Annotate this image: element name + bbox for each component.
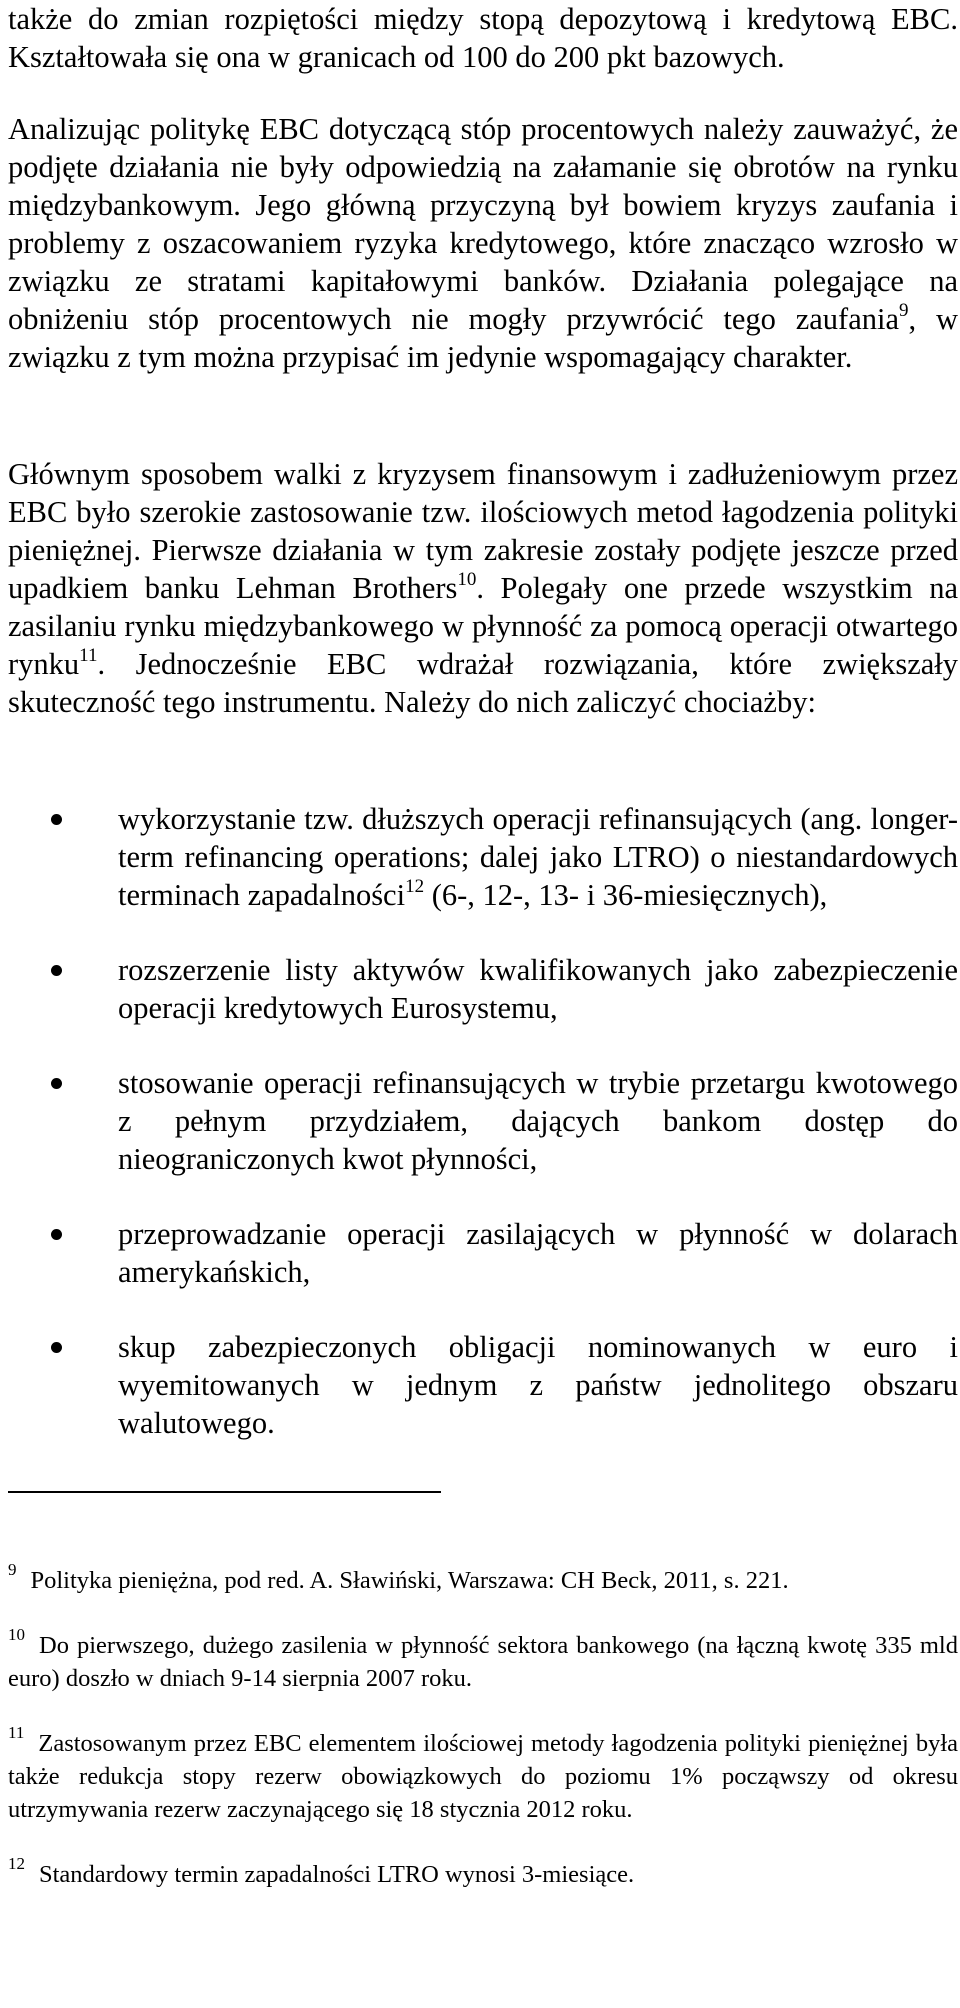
footnote-9: [8, 1559, 958, 1597]
list-item: [8, 1215, 958, 1291]
paragraph-text: . Jednocześnie EBC wdrażał rozwiązania, które zwiększały skuteczność tego instrumentu. Należy do nich zaliczyć chociażby:: [8, 647, 958, 719]
footnote-text: Zastosowanym przez EBC elementem ilościowej metody łagodzenia polityki pieniężnej była także redukcja stopy rezerw obowiązkowych do poziomu 1% począwszy od okresu utrzymywania rezerw zaczynającego się 18 stycznia 2012 roku.: [8, 1730, 958, 1823]
paragraph-text: Głównym sposobem walki z kryzysem finansowym i zadłużeniowym przez EBC było szerokie zastosowanie tzw. ilościowych metod łagodzenia polityki pieniężnej. Pierwsze działania w tym zakresie zostały podjęte jeszcze przed upadkiem banku Lehman Brothers: [8, 457, 958, 605]
list-item-text: skup zabezpieczonych obligacji nominowanych w euro i wyemitowanych w jednym z państw jednolitego obszaru walutowego.: [118, 1330, 958, 1440]
list-item-text: stosowanie operacji refinansujących w trybie przetargu kwotowego z pełnym przydziałem, dających bankom dostęp do nieograniczonych kwot płynności,: [118, 1066, 958, 1176]
bullet-icon: [51, 814, 62, 825]
footnote-number: 10: [8, 1624, 25, 1644]
list-item: [8, 800, 958, 914]
footnote-number: 9: [8, 1559, 17, 1579]
paragraph-text: , w związku z tym można przypisać im jedynie wspomagający charakter.: [8, 302, 958, 374]
paragraph-continuation: [8, 0, 958, 76]
footnote-reference-11[interactable]: 11: [79, 644, 98, 666]
list-item-text: (6-, 12-, 13- i 36-miesięcznych),: [424, 878, 828, 912]
footnote-reference-12[interactable]: 12: [405, 875, 425, 897]
paragraph-interest-rate-policy: [8, 110, 958, 376]
paragraph-quantitative-easing: [8, 455, 958, 721]
footnotes-section: [8, 1559, 958, 1923]
footnote-text: Standardowy termin zapadalności LTRO wynosi 3-miesiące.: [39, 1861, 635, 1888]
list-item-text: wykorzystanie tzw. dłuższych operacji refinansujących (ang. longer-term refinancing operations; dalej jako LTRO) o niestandardowych terminach zapadalności: [118, 802, 958, 912]
footnote-10: [8, 1624, 958, 1695]
list-item: [8, 1064, 958, 1178]
bullet-icon: [51, 965, 62, 976]
bullet-icon: [51, 1342, 62, 1353]
list-item-text: rozszerzenie listy aktywów kwalifikowanych jako zabezpieczenie operacji kredytowych Eurosystemu,: [118, 953, 958, 1025]
list-item-text: przeprowadzanie operacji zasilających w płynność w dolarach amerykańskich,: [118, 1217, 958, 1289]
footnote-text: Do pierwszego, dużego zasilenia w płynność sektora bankowego (na łączną kwotę 335 mld euro) doszło w dniach 9-14 sierpnia 2007 roku.: [8, 1632, 958, 1692]
footnote-reference-10[interactable]: 10: [457, 568, 477, 590]
list-item: [8, 951, 958, 1027]
footnote-number: 12: [8, 1853, 25, 1873]
paragraph-text: . Polegały one przede wszystkim na zasilaniu rynku międzybankowego w płynność za pomocą operacji otwartego rynku: [8, 571, 958, 681]
footnote-reference-9[interactable]: 9: [899, 299, 909, 321]
bullet-icon: [51, 1229, 62, 1240]
footnote-separator: [8, 1491, 441, 1493]
paragraph-text: Analizując politykę EBC dotyczącą stóp procentowych należy zauważyć, że podjęte działania nie były odpowiedzią na załamanie się obrotów na rynku międzybankowym. Jego główną przyczyną był bowiem kryzys zaufania i problemy z oszacowaniem ryzyka kredytowego, które znacząco wzrosło w związku ze stratami kapitałowymi banków. Działania polegające na obniżeniu stóp procentowych nie mogły przywrócić tego zaufania: [8, 112, 958, 336]
footnote-12: [8, 1853, 958, 1891]
bullet-list: [8, 800, 958, 1479]
footnote-text: Polityka pieniężna, pod red. A. Sławiński, Warszawa: CH Beck, 2011, s. 221.: [30, 1567, 789, 1594]
footnote-number: 11: [8, 1722, 25, 1742]
footnote-11: [8, 1722, 958, 1826]
list-item: [8, 1328, 958, 1442]
bullet-icon: [51, 1078, 62, 1089]
paragraph-text: także do zmian rozpiętości między stopą depozytową i kredytową EBC. Kształtowała się ona w granicach od 100 do 200 pkt bazowych.: [8, 2, 958, 74]
